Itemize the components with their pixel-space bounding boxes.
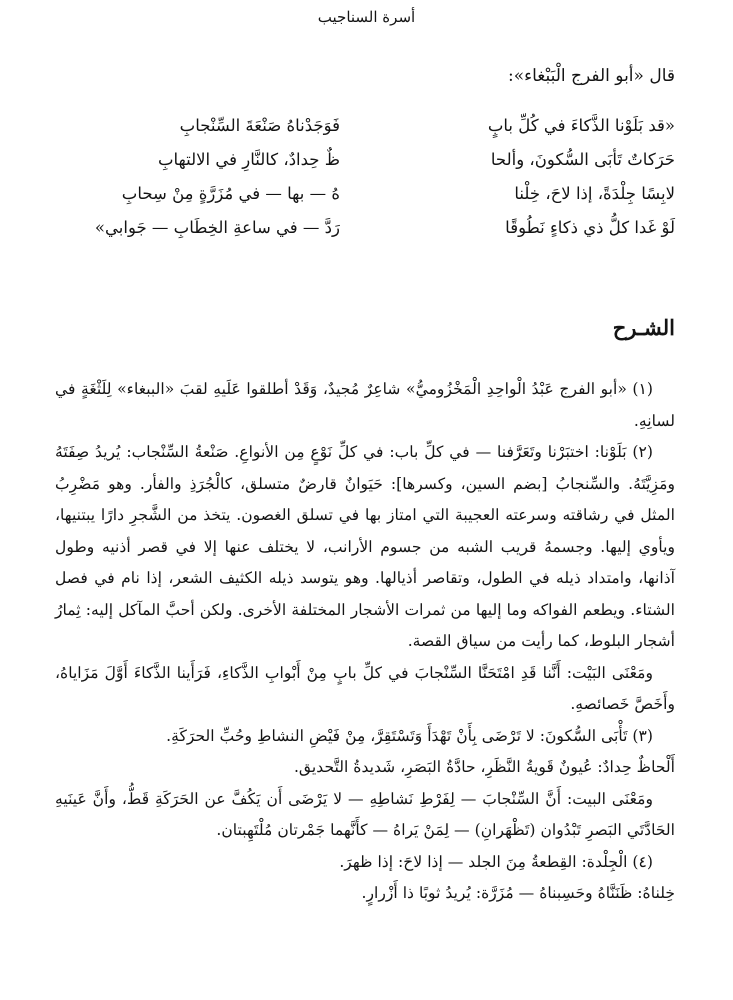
- verse-first-hemistich: «قد بَلَوْنا الذَّكاءَ في كُلِّ بابٍ: [487, 116, 675, 135]
- verse-second-hemistich: فَوَجَدْناهُ صَنْعَةَ السِّنْجابِ: [179, 116, 340, 135]
- section-heading: الشـرح: [612, 315, 675, 340]
- commentary-paragraph: (٤) الْجِلْدة: القِطعةُ مِنَ الجلد — إذا لاحَ: إذا ظهرَ.: [339, 852, 653, 871]
- poem: [35, 116, 675, 252]
- verse-second-hemistich: هُ — بها — في مُزَرَّةٍ مِنْ سِحابِ: [121, 184, 340, 203]
- verse: [35, 116, 675, 150]
- verse-first-hemistich: لَوْ غَدا كلُّ ذي ذكاءٍ نَطُوقًا: [505, 218, 675, 237]
- commentary-paragraph: ومَعْنَى البَيْت: أَنَّنا قَدِ امْتَحَنَّا السِّنْجابَ في كلِّ بابٍ مِنْ أَبْوابِ الذَّكاءِ، فَرَأَينا الذَّكاءَ أَوَّلَ مَزَاياهُ، وأَخَصَّ خَصائصهِ.: [55, 663, 675, 713]
- commentary-paragraph: (٢) بَلَوْنا: اختبَرْنا وتَعَرَّفنا — في كلِّ باب: في كلِّ نَوْعٍ مِن الأنواعِ. صَنْعةُ السِّنْجاب: يُريدُ صِفَتَهُ ومَزِيَّتَهُ. والسِّنجابُ [بضم السين، وكسرها]: حَيَوانٌ قارضٌ متسلق، كالْجُرَذِ والفأر. وهو مَضْرِبُ المثل في رشاقته وسرعته العجيبة التي امتاز بها في تسلق الغصون. يتخذ من الشَّجرِ دارًا يبتنيها، ويأوي إليها. وجسمهُ قريب الشبه من جسوم الأرانب، لا يختلف عنها إلا في قصر أذنيه وطول آذانها، وامتداد ذيله في الطول، وتقاصر أذيالها. وهو يتوسد ذيله الكثيف الشعر، إذا نام في فصل الشتاء. ويطعم الفواكه وما إليها من ثمرات الأشجار المختلفة الأخرى. ولكن أحبَّ المآكل إليه: ثِمارُ أشجار البلوط، كما رأيت من سياق القصة.: [55, 443, 675, 650]
- verse: [35, 150, 675, 184]
- verse-second-hemistich: ظٌ حِدادٌ، كالنَّارِ في الالتهابِ: [157, 150, 340, 169]
- commentary-paragraph: خِلناهُ: ظَنَنَّاهُ وحَسِبناهُ — مُزَرَّة: يُريدُ ثوبًا ذا أَزْرارٍ.: [361, 884, 675, 902]
- verse-first-hemistich: حَرَكاتٌ تَأبَى السُّكونَ، وألحا: [490, 150, 675, 169]
- commentary-paragraph: (٣) تَأْبَى السُّكونَ: لا تَرْضَى بِأَنْ تَهْدَأَ وَتَسْتَقِرَّ، مِنْ فَيْضِ النشاطِ وحُبِّ الحرَكَةِ.: [166, 726, 653, 745]
- verse: [35, 218, 675, 252]
- commentary-paragraph: أَلْحاظٌ حِدادٌ: عُيونٌ قَويةُ النَّظَرِ، حادَّةُ البَصَرِ، شَديدةُ التَّحديق.: [293, 758, 675, 776]
- poem-intro: قال «أبو الفرج الْبَبْغاء»:: [507, 66, 675, 86]
- commentary-body: [55, 374, 675, 910]
- commentary-paragraph: (١) «أبو الفرج عَبْدُ الْواحِدِ الْمَخْزُوميُّ» شاعِرٌ مُجيدٌ، وَقَدْ أطلقوا عَلَيهِ لقبَ «الببغاء» لِلَثْغَةٍ في لسانِهِ.: [55, 380, 675, 430]
- running-head: أسرة السناجيب: [317, 8, 416, 26]
- verse-second-hemistich: رَدَّ — في ساعةِ الخِطَابِ — جَوابي»: [94, 218, 340, 237]
- verse: [35, 184, 675, 218]
- commentary-paragraph: ومَعْنَى البيت: أَنَّ السِّنْجابَ — لِفَرْطِ نَشاطِهِ — لا يَرْضَى أَن يَكُفَّ عن الحَرَكَةِ قَطُّ، وأَنَّ عَينَيهِ الحَادَّتَي البَصرِ تَبْدُوان (تَظْهَرانِ) — لِمَنْ يَراهُ — كأَنَّهما جَمْرتان مُلْتَهِبتان.: [55, 789, 675, 839]
- verse-first-hemistich: لابِسًا جِلْدَةً، إذا لاحَ، خِلْنا: [514, 184, 675, 203]
